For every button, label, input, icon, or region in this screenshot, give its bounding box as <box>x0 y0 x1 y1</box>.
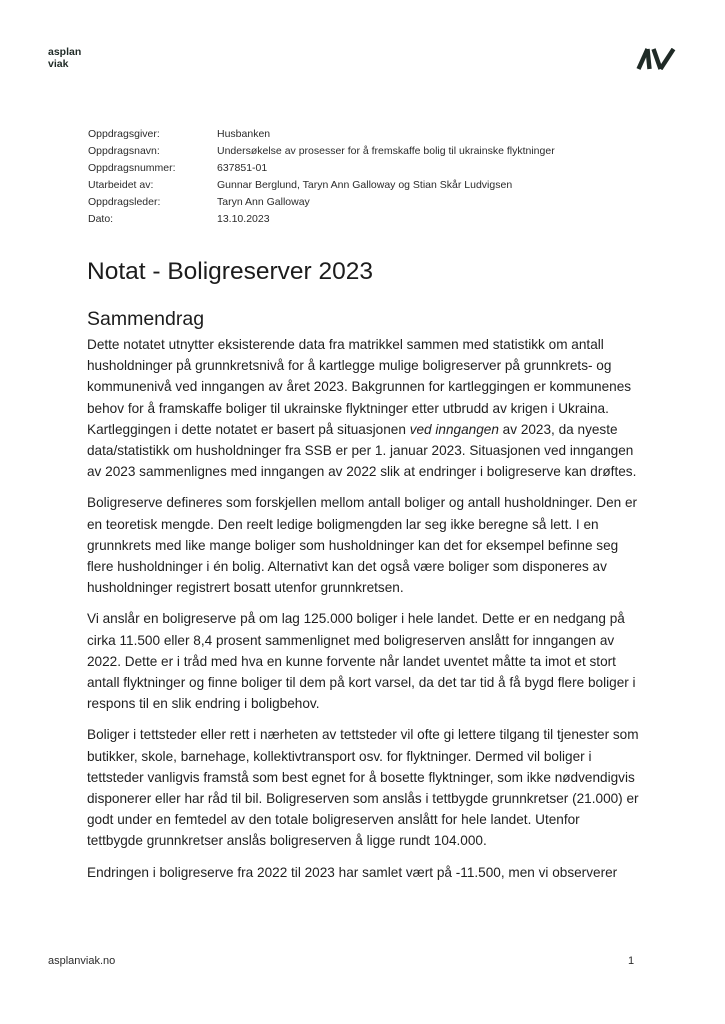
paragraph-1 <box>87 334 639 482</box>
assignment-metadata <box>88 126 555 228</box>
meta-key: Oppdragsnavn: <box>88 145 160 157</box>
meta-row-date <box>88 211 555 228</box>
paragraph-5: Endringen i boligreserve fra 2022 til 2023 har samlet vært på -11.500, men vi observerer <box>87 864 618 880</box>
meta-value: Taryn Ann Galloway <box>217 196 310 208</box>
paragraph-1-emphasis: ved inngangen <box>409 421 499 437</box>
av-logo-icon <box>636 48 676 70</box>
meta-value: 637851-01 <box>217 162 268 174</box>
meta-row-project-leader <box>88 194 555 211</box>
meta-key: Oppdragsnummer: <box>88 162 176 174</box>
meta-key: Utarbeidet av: <box>88 179 154 191</box>
meta-row-assignment-number <box>88 160 555 177</box>
paragraph-4: Boliger i tettsteder eller rett i nærheten av tettsteder vil ofte gi lettere tilgang til tjenester som butikker, skole, barnehage, kollektivtransport osv. for flyktninger. Dermed vil boliger i tettsteder vanligvis framstå som best egnet for å bosette flyktninger, som ikke nødvendigvis disponerer eller har råd til bil. Boligreserven som anslås i tettbygde grunnkretser (21.000) er godt under en femtedel av den totale boligreserven anslått for hele landet. Utenfor tettbygde grunnkretser anslås boligreserven å ligge rundt 104.000. <box>87 727 639 849</box>
section-heading: Sammendrag <box>87 308 205 330</box>
meta-key: Oppdragsgiver: <box>88 128 160 140</box>
logo-line-viak: viak <box>48 58 69 70</box>
document-title: Notat - Boligreserver 2023 <box>87 258 373 285</box>
footer-website-link[interactable]: asplanviak.no <box>48 955 116 967</box>
meta-value: Gunnar Berglund, Taryn Ann Galloway og Stian Skår Ludvigsen <box>217 179 513 191</box>
meta-key: Dato: <box>88 213 114 225</box>
meta-value: Undersøkelse av prosesser for å fremskaffe bolig til ukrainske flyktninger <box>217 145 555 157</box>
paragraph-3: Vi anslår en boligreserve på om lag 125.000 boliger i hele landet. Dette er en nedgang på cirka 11.500 eller 8,4 prosent sammenlignet med boligreserven anslått for inngangen av 2022. Dette er i tråd med hva en kunne forvente når landet uventet måtte ta imot et stort antall flyktninger og finne boliger til dem på kort varsel, da det tar tid å få bygd flere boliger i respons til en slik endring i boligbehov. <box>87 611 636 712</box>
paragraph-2: Boligreserve defineres som forskjellen mellom antall boliger og antall husholdninger. Den er en teoretisk mengde. Den reelt ledige boligmengden lar seg ikke beregne så lett. I en grunnkrets med like mange boliger som husholdninger kan det for eksempel befinne seg flere husholdninger i én bolig. Alternativt kan det også være boliger som disponeres av husholdninger registrert bosatt utenfor grunnkretsen. <box>87 495 638 596</box>
meta-row-prepared-by <box>88 177 555 194</box>
meta-value: Husbanken <box>217 128 271 140</box>
summary-body <box>87 334 639 893</box>
meta-row-client <box>88 126 555 143</box>
meta-value: 13.10.2023 <box>217 213 270 225</box>
page-number: 1 <box>628 955 635 967</box>
paragraph-1-part-b: av 2023, da nyeste data/statistikk om husholdninger fra SSB er per 1. januar 2023. Situasjonen ved inngangen av 2023 sammenlignes med inngangen av 2022 slik at endringer i boligreserve kan drøftes. <box>87 421 637 480</box>
meta-key: Oppdragsleder: <box>88 196 161 208</box>
logo-wordmark <box>48 46 81 70</box>
paragraph-1-part-a: Dette notatet utnytter eksisterende data fra matrikkel sammen med statistikk om antall husholdninger på grunnkretsnivå for å kartlegge mulige boligreserver på grunnkrets- og kommunenivå ved inngangen av året 2023. Bakgrunnen for kartleggingen er kommunenes behov for å framskaffe boliger til ukrainske flyktninger etter utbrudd av krigen i Ukraina. Kartleggingen i dette notatet er basert på situasjonen <box>87 337 632 437</box>
logo-line-asplan: asplan <box>48 46 82 58</box>
meta-row-assignment-name <box>88 143 555 160</box>
